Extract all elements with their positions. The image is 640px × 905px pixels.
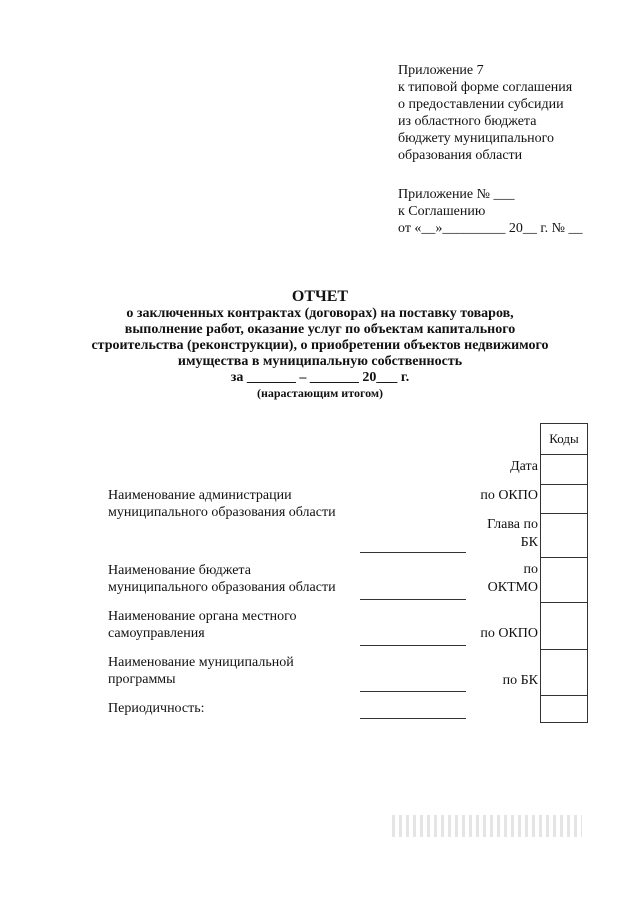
field-label-line: самоуправления: [108, 626, 205, 641]
appendix-line: из областного бюджета: [398, 114, 537, 129]
field-administration-label: [108, 487, 336, 521]
field-label-line: муниципального образования области: [108, 580, 336, 595]
appendix-line: о предоставлении субсидии: [398, 97, 564, 112]
field-label-line: Наименование муниципальной: [108, 655, 294, 670]
field-budget-label: [108, 562, 336, 596]
code-label-glava-bk-2: БК: [520, 535, 538, 550]
appendix-line: Приложение 7: [398, 63, 484, 78]
report-cumulative-note: (нарастающим итогом): [256, 386, 384, 400]
appendix-line: к типовой форме соглашения: [398, 80, 573, 95]
code-cell-okpo-2[interactable]: [541, 603, 588, 650]
report-subtitle-line: выполнение работ, оказание услуг по объектам капитального: [124, 322, 516, 337]
code-label-glava-bk-1: Глава по: [487, 517, 538, 532]
administration-value-line[interactable]: [360, 552, 466, 553]
field-label-line: Наименование администрации: [108, 488, 292, 503]
program-value-line[interactable]: [360, 691, 466, 692]
report-title: ОТЧЕТ: [291, 288, 349, 305]
field-program-label: [108, 654, 294, 688]
report-subtitle-line: строительства (реконструкции), о приобретении объектов недвижимого: [91, 338, 549, 353]
field-periodicity-label: Периодичность:: [108, 701, 205, 716]
appendix-line: образования области: [398, 148, 523, 163]
code-label-bk: по БК: [502, 673, 538, 688]
code-cell-okpo[interactable]: [541, 485, 588, 514]
appendix-line: бюджету муниципального: [398, 131, 555, 146]
budget-value-line[interactable]: [360, 599, 466, 600]
report-subtitle-line: имущества в муниципальную собственность: [177, 354, 463, 369]
agreement-line: Приложение № ___: [398, 187, 515, 202]
report-period: за _______ – _______ 20___ г.: [230, 370, 410, 385]
scan-smudge: [392, 815, 582, 837]
code-label-okpo: по ОКПО: [480, 488, 538, 503]
code-label-okpo-2: по ОКПО: [480, 626, 538, 641]
appendix-header: [398, 62, 572, 164]
code-label-oktmo-1: по: [523, 562, 538, 577]
codes-header: Коды: [541, 424, 588, 455]
field-label-line: муниципального образования области: [108, 505, 336, 520]
field-label-line: Наименование органа местного: [108, 609, 297, 624]
code-cell-oktmo[interactable]: [541, 558, 588, 603]
report-title-block: [80, 287, 560, 401]
periodicity-value-line[interactable]: [360, 718, 466, 719]
field-label-line: Наименование бюджета: [108, 563, 251, 578]
local-authority-value-line[interactable]: [360, 645, 466, 646]
agreement-line: от «__»_________ 20__ г. № __: [398, 221, 583, 236]
codes-table: [540, 423, 588, 723]
code-cell-periodicity[interactable]: [541, 696, 588, 723]
agreement-reference: [398, 186, 582, 237]
report-subtitle-line: о заключенных контрактах (договорах) на поставку товаров,: [126, 306, 514, 321]
code-cell-glava-bk[interactable]: [541, 514, 588, 558]
code-label-date: Дата: [510, 459, 538, 474]
agreement-line: к Соглашению: [398, 204, 486, 219]
code-label-oktmo-2: ОКТМО: [487, 580, 538, 595]
code-cell-bk[interactable]: [541, 650, 588, 696]
field-label-line: программы: [108, 672, 176, 687]
field-local-authority-label: [108, 608, 297, 642]
code-cell-date[interactable]: [541, 455, 588, 485]
